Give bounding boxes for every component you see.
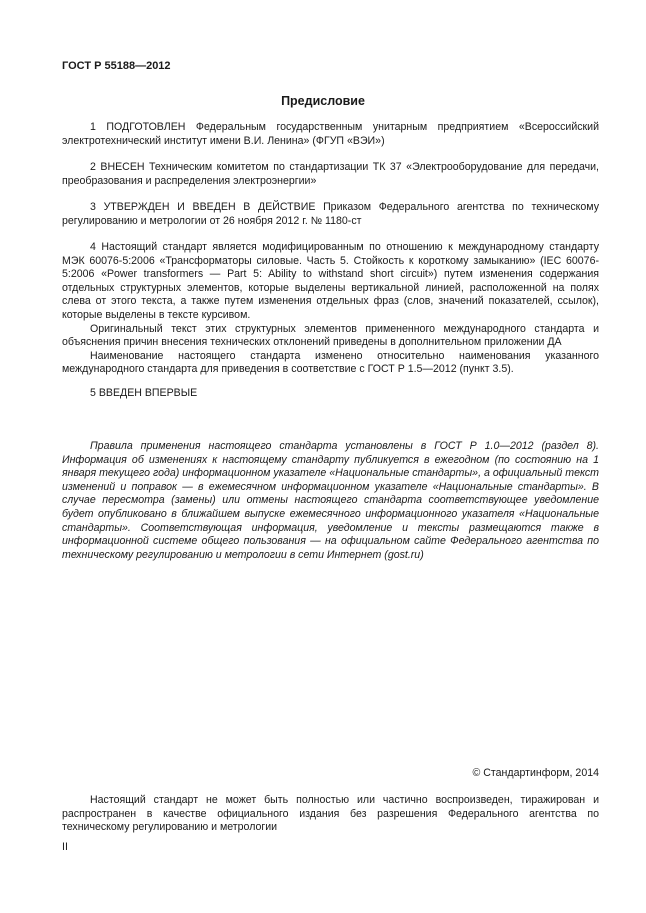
- page-number: II: [62, 841, 68, 853]
- application-rules-text: Правила применения настоящего стандарта установлены в ГОСТ Р 1.0—2012 (раздел 8). Информация об изменениях к настоящему стандарту публикуется в ежегодном (по состоянию на 1 января текущего года) информационном указателе «Национальные стандарты», а официальный текст изменений и поправок — в ежемесячном информационном указателе «Национальные стандарты». В случае пересмотра (замены) или отмены настоящего стандарта соответствующее уведомление будет опубликовано в ближайшем выпуске ежемесячного информационного указателя «Национальные стандарты». Соответствующая информация, уведомление и тексты размещаются также в информационной системе общего пользования — на официальном сайте Федерального агентства по техническому регулированию и метрологии в сети Интернет (gost.ru): [62, 440, 599, 561]
- item-2-text: 2 ВНЕСЕН Техническим комитетом по стандартизации ТК 37 «Электрооборудование для передачи, преобразования и распределения электроэнергии»: [62, 161, 599, 187]
- item-4-name-change-note: Наименование настоящего стандарта изменено относительно наименования указанного международного стандарта для приведения в соответствие с ГОСТ Р 1.5—2012 (пункт 3.5).: [62, 349, 599, 376]
- item-2: [62, 161, 599, 188]
- item-4: [62, 241, 599, 377]
- item-4-text: 4 Настоящий стандарт является модифицированным по отношению к международному стандарту МЭК 60076-5:2006 «Трансформаторы силовые. Часть 5. Стойкость к короткому замыканию» (IEC 60076-5:2006 «Power transformers — Part 5: Ability to withstand short circuit») путем изменения содержания отдельных структурных элементов, которые выделены вертикальной линией, расположенной на полях слева от этого текста, а также путем изменения отдельных фраз (слов, значений показателей, ссылок), которые выделены в тексте курсивом.: [62, 241, 599, 321]
- item-3-text: 3 УТВЕРЖДЕН И ВВЕДЕН В ДЕЙСТВИЕ Приказом Федерального агентства по техническому регулированию и метрологии от 26 ноября 2012 г. № 1180-ст: [62, 201, 599, 227]
- item-1: [62, 121, 599, 148]
- item-4-original-text-note: Оригинальный текст этих структурных элементов примененного международного стандарта и объяснения причин внесения технических отклонений приведены в дополнительном приложении ДА: [62, 322, 599, 349]
- reproduction-notice-text: Настоящий стандарт не может быть полностью или частично воспроизведен, тиражирован и распространен в качестве официального издания без разрешения Федерального агентства по техническому регулированию и метрологии: [62, 794, 599, 834]
- reproduction-notice: [62, 794, 599, 835]
- item-5-text: 5 ВВЕДЕН ВПЕРВЫЕ: [90, 387, 198, 399]
- document-code: ГОСТ Р 55188—2012: [62, 60, 171, 72]
- item-5: [62, 387, 599, 401]
- item-3: [62, 201, 599, 228]
- copyright: © Стандартинформ, 2014: [472, 767, 599, 779]
- item-1-text: 1 ПОДГОТОВЛЕН Федеральным государственным унитарным предприятием «Всероссийский электротехнический институт имени В.И. Ленина» (ФГУП «ВЭИ»): [62, 121, 599, 147]
- page-title: Предисловие: [281, 94, 365, 108]
- application-rules-notice: [62, 440, 599, 562]
